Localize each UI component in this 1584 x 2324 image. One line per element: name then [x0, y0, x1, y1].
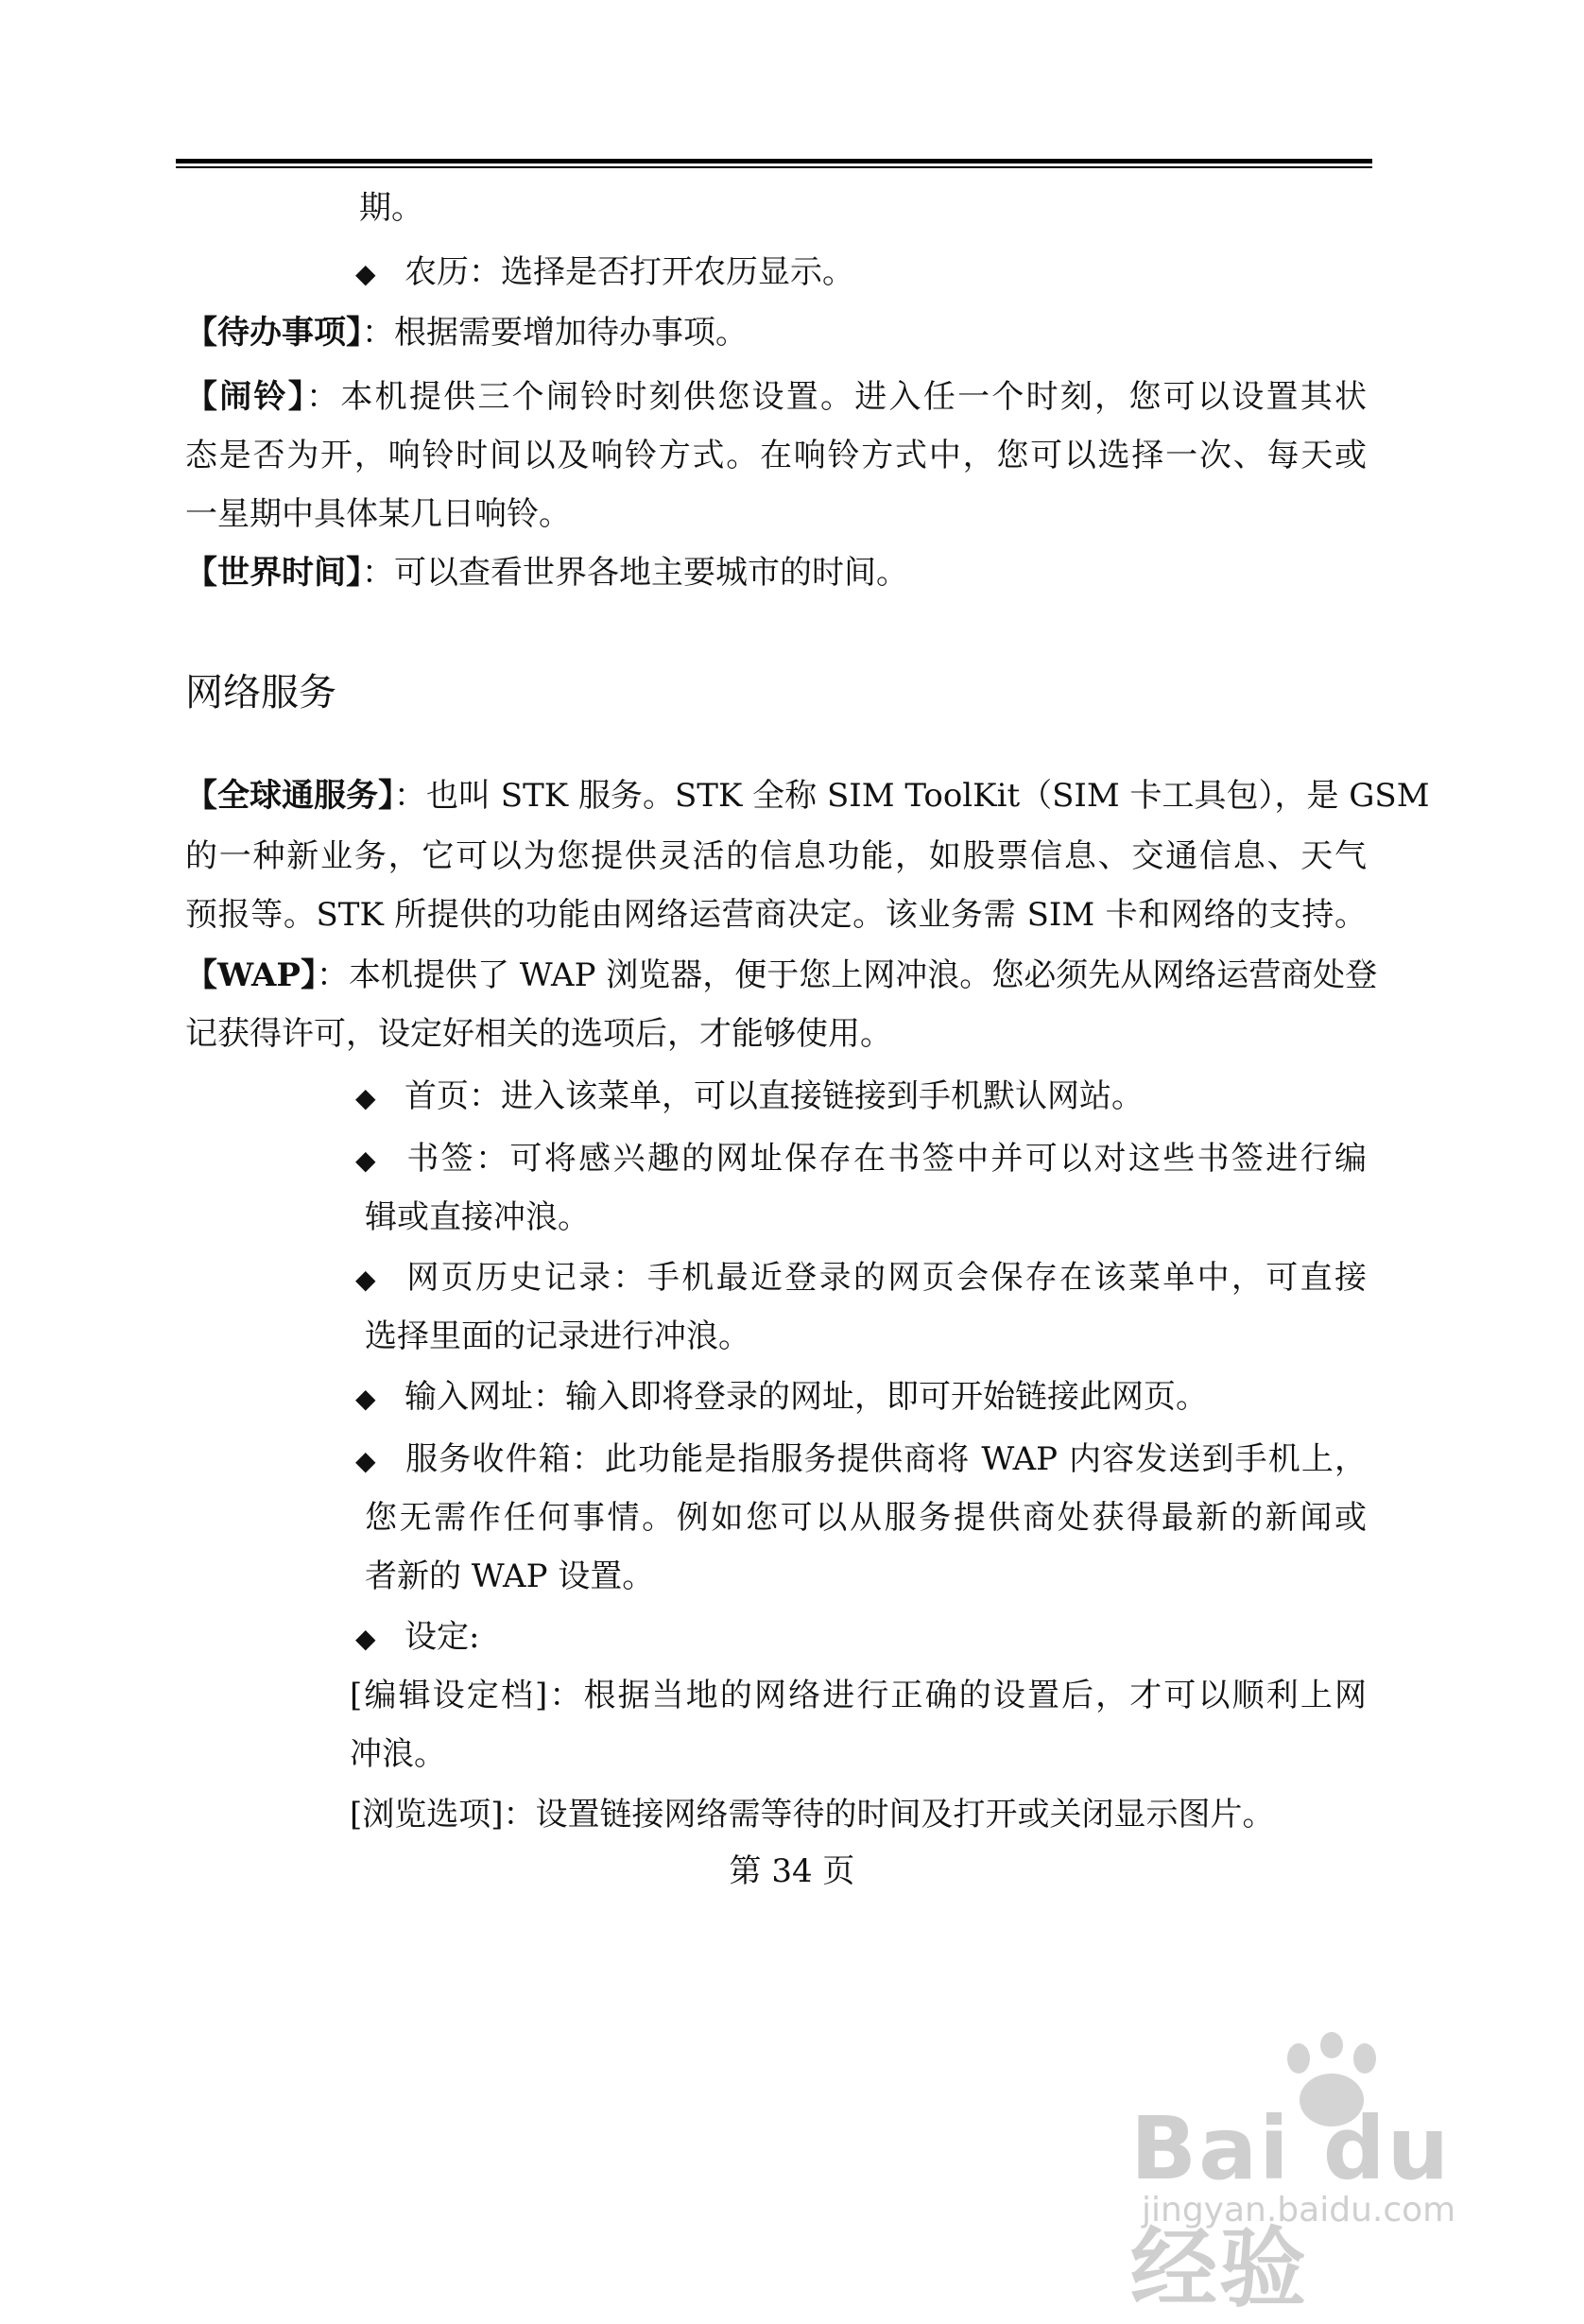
paragraph-wap-line-1: 【WAP】：本机提供了 WAP 浏览器，便于您上网冲浪。您必须先从网络运营商处登: [185, 956, 1378, 994]
term-label-wap: 【WAP】: [185, 956, 317, 994]
bullet-item-settings: ◆ 设定:: [355, 1616, 479, 1660]
bullet-item-lunar-calendar: ◆ 农历：选择是否打开农历显示。: [355, 251, 854, 295]
term-label-world-time: 【世界时间】: [185, 554, 362, 592]
paragraph-todo: 【待办事项】：根据需要增加待办事项。: [185, 314, 748, 352]
paragraph-world-time: 【世界时间】：可以查看世界各地主要城市的时间。: [185, 554, 908, 592]
term-label-alarm: 【闹铃】: [185, 378, 307, 416]
bullet-item-bookmarks-continued: 辑或直接冲浪。: [365, 1198, 590, 1236]
paragraph-stk-line-2: 的一种新业务，它可以为您提供灵活的信息功能，如股票信息、交通信息、天气: [185, 837, 1367, 875]
paragraph-stk-line-3: 预报等。STK 所提供的功能由网络运营商决定。该业务需 SIM 卡和网络的支持。: [185, 896, 1367, 934]
bullet-item-bookmarks: ◆ 书签：可将感兴趣的网址保存在书签中并可以对这些书签进行编: [355, 1138, 1367, 1181]
diamond-bullet-icon: ◆: [355, 1383, 376, 1414]
page-number: 第 34 页: [729, 1852, 855, 1890]
diamond-bullet-icon: ◆: [355, 1264, 376, 1295]
continued-text-line: 期。: [359, 189, 423, 227]
paragraph-wap-line-2: 记获得许可，设定好相关的选项后，才能够使用。: [185, 1015, 892, 1053]
bullet-item-service-inbox-continued-1: 您无需作任何事情。例如您可以从服务提供商处获得最新的新闻或: [365, 1499, 1367, 1537]
bullet-item-history-continued: 选择里面的记录进行冲浪。: [365, 1317, 750, 1355]
watermark-url: jingyan.baidu.com: [1142, 2191, 1456, 2229]
settings-edit-profile-continued: 冲浪。: [350, 1735, 446, 1773]
diamond-bullet-icon: ◆: [355, 1445, 376, 1476]
settings-browse-options: [浏览选项]：设置链接网络需等待的时间及打开或关闭显示图片。: [350, 1796, 1275, 1833]
bullet-item-enter-url: ◆ 输入网址：输入即将登录的网址，即可开始链接此网页。: [355, 1376, 1208, 1420]
settings-edit-profile: [编辑设定档]：根据当地的网络进行正确的设置后，才可以顺利上网: [350, 1677, 1367, 1714]
watermark-brand: Bai du 经验: [1130, 2098, 1452, 2319]
diamond-bullet-icon: ◆: [355, 1082, 376, 1113]
paragraph-alarm-line-2: 态是否为开，响铃时间以及响铃方式。在响铃方式中，您可以选择一次、每天或: [185, 437, 1367, 474]
paragraph-alarm-line-1: 【闹铃】：本机提供三个闹铃时刻供您设置。进入任一个时刻，您可以设置其状: [185, 378, 1368, 416]
baidu-jingyan-watermark: [1130, 2032, 1508, 2319]
bullet-item-homepage: ◆ 首页：进入该菜单，可以直接链接到手机默认网站。: [355, 1076, 1144, 1119]
bullet-item-history: ◆ 网页历史记录：手机最近登录的网页会保存在该菜单中，可直接: [355, 1257, 1367, 1300]
term-label-todo: 【待办事项】: [185, 314, 362, 352]
section-heading: 网络服务: [185, 671, 336, 714]
header-rule-thin: [176, 166, 1372, 168]
bullet-item-service-inbox: ◆ 服务收件箱：此功能是指服务提供商将 WAP 内容发送到手机上，: [355, 1438, 1367, 1482]
diamond-bullet-icon: ◆: [355, 1623, 376, 1654]
diamond-bullet-icon: ◆: [355, 258, 376, 289]
diamond-bullet-icon: ◆: [355, 1145, 376, 1176]
paragraph-stk-line-1: 【全球通服务】：也叫 STK 服务。STK 全称 SIM ToolKit（SIM 卡工具包），是 GSM: [185, 777, 1430, 815]
paragraph-alarm-line-3: 一星期中具体某几日响铃。: [185, 495, 571, 533]
bullet-item-service-inbox-continued-2: 者新的 WAP 设置。: [365, 1558, 655, 1595]
header-rule-thick: [176, 159, 1372, 164]
term-label-stk: 【全球通服务】: [185, 777, 394, 815]
